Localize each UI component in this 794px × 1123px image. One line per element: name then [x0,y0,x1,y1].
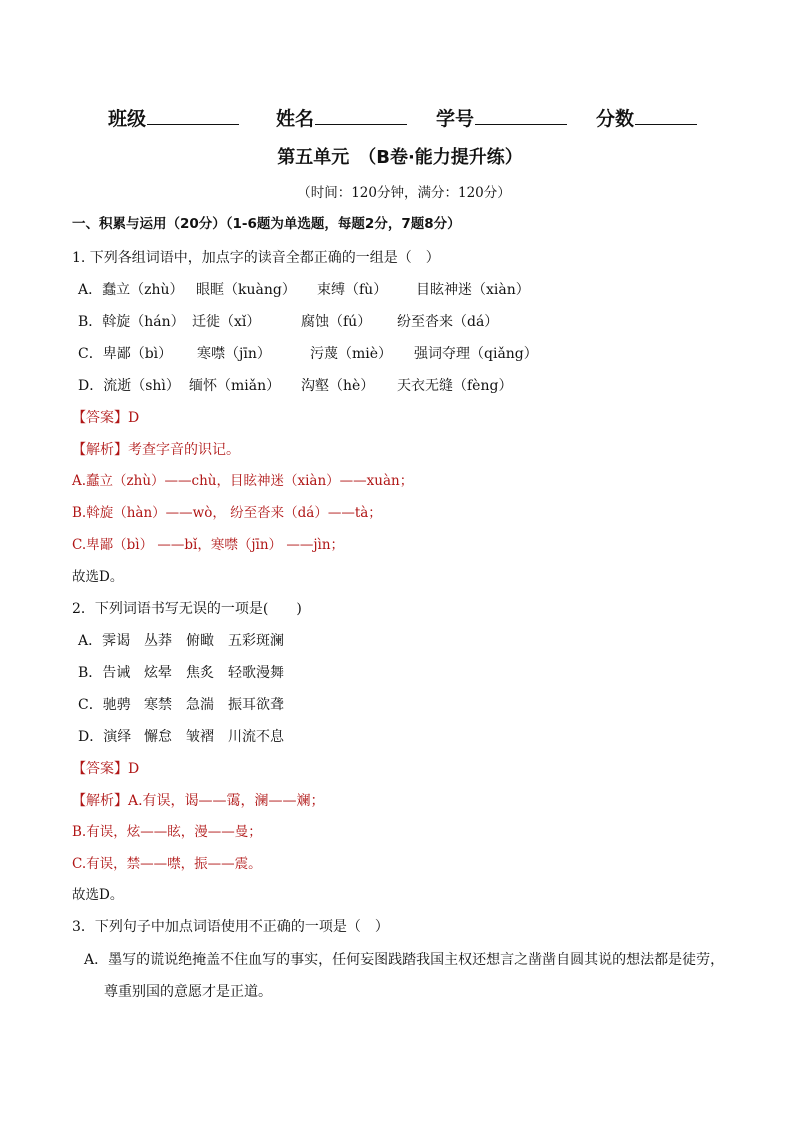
q3-option-a-line-2: 尊重别国的意愿才是正道。 [104,984,272,1000]
section-heading: 一、积累与运用（20分）（1-6题为单选题，每题2分，7题8分） [72,216,461,232]
q2-option-a-1[interactable]: A．霁谒 [78,633,131,649]
q2-option-b-2: 炫晕 [144,665,172,681]
name-blank[interactable] [315,106,407,125]
q1-option-a-3: 束缚（fù） [317,282,388,298]
q2-option-c-2: 寒禁 [144,697,172,713]
q1-option-d-1[interactable]: D．流逝（shì） [78,378,180,394]
q2-option-c-3: 急湍 [186,697,214,713]
class-field [108,106,239,129]
page-title: 第五单元 （B卷·能力提升练） [277,147,523,168]
q2-analysis-text: A.有误，谒——霭，澜——斓； [128,793,325,809]
q2-analysis-line-c: C.有误，禁——噤，振——震。 [72,856,262,872]
q2-option-b-3: 焦炙 [186,665,214,681]
q1-option-a-2: 眼眶（kuàng） [196,282,296,298]
question-1-stem: 1. 下列各组词语中，加点字的读音全都正确的一组是（ ） [72,250,440,266]
student-id-label: 学号 [436,108,475,130]
q1-option-b-1[interactable]: B．斡旋（hán） [78,314,185,330]
q2-analysis-line-b: B.有误，炫——眩，漫——曼； [72,824,262,840]
q1-analysis-line-c: C.卑鄙（bì） ——bǐ，寒噤（jīn） ——jìn； [72,537,345,553]
question-2-stem: 2．下列词语书写无误的一项是( ) [72,601,302,617]
q1-option-b-4: 纷至沓来（dá） [397,314,499,330]
q2-analysis-tag: 【解析】 [72,793,128,809]
q1-option-b-3: 腐蚀（fú） [301,314,372,330]
class-blank[interactable] [147,106,239,125]
q2-option-a-3: 俯瞰 [186,633,214,649]
student-id-blank[interactable] [475,106,567,125]
q1-option-d-3: 沟壑（hè） [301,378,375,394]
q1-option-a-4: 目眩神迷（xiàn） [416,282,530,298]
class-label: 班级 [108,108,147,130]
q1-analysis-text: 考查字音的识记。 [128,442,240,458]
q2-option-d-3: 皱褶 [186,729,214,745]
q2-conclusion: 故选D。 [72,887,124,903]
q1-analysis-line-a: A.蠢立（zhù）——chù，目眩神迷（xiàn）——xuàn； [72,473,414,489]
q2-option-b-4: 轻歌漫舞 [228,665,284,681]
q2-option-d-4: 川流不息 [228,729,284,745]
q1-option-a-1[interactable]: A．蠢立（zhù） [78,282,184,298]
q2-option-d-1[interactable]: D．演绎 [78,729,132,745]
name-field [276,106,407,129]
q2-option-a-2: 丛莽 [144,633,172,649]
score-field [596,106,697,129]
q2-option-a-4: 五彩斑澜 [228,633,284,649]
q1-option-b-2: 迁徙（xǐ） [192,314,261,330]
q1-conclusion: 故选D。 [72,569,124,585]
name-label: 姓名 [276,108,315,130]
q1-option-d-2: 缅怀（miǎn） [189,378,281,394]
q2-option-c-1[interactable]: C．驰骋 [78,697,131,713]
score-label: 分数 [596,108,635,130]
q1-option-c-2: 寒噤（jīn） [197,346,271,362]
score-blank[interactable] [635,106,697,125]
q3-option-a-line-1[interactable]: A．墨写的谎说绝掩盖不住血写的事实，任何妄图践踏我国主权还想言之凿凿自圆其说的想法都是徒劳， [84,952,725,968]
q1-option-d-4: 天衣无缝（fèng） [397,378,513,394]
q2-option-b-1[interactable]: B．告诫 [78,665,131,681]
student-id-field [436,106,567,129]
q1-option-c-3: 污蔑（miè） [310,346,393,362]
q1-analysis [72,443,240,457]
question-3-stem: 3．下列句子中加点词语使用不正确的一项是（ ） [72,919,389,935]
q1-option-c-1[interactable]: C．卑鄙（bì） [78,346,173,362]
q1-option-c-4: 强词夺理（qiǎng） [414,346,538,362]
q1-analysis-tag: 【解析】 [72,442,128,458]
q2-answer: 【答案】D [72,761,140,777]
page-subtitle: （时间：120分钟，满分：120分） [297,185,511,201]
q2-option-d-2: 懈怠 [144,729,172,745]
q1-analysis-line-b: B.斡旋（hàn）——wò， 纷至沓来（dá）——tà； [72,505,382,521]
q2-analysis [72,794,325,808]
q1-answer: 【答案】D [72,410,140,426]
q2-option-c-4: 振耳欲聋 [228,697,284,713]
